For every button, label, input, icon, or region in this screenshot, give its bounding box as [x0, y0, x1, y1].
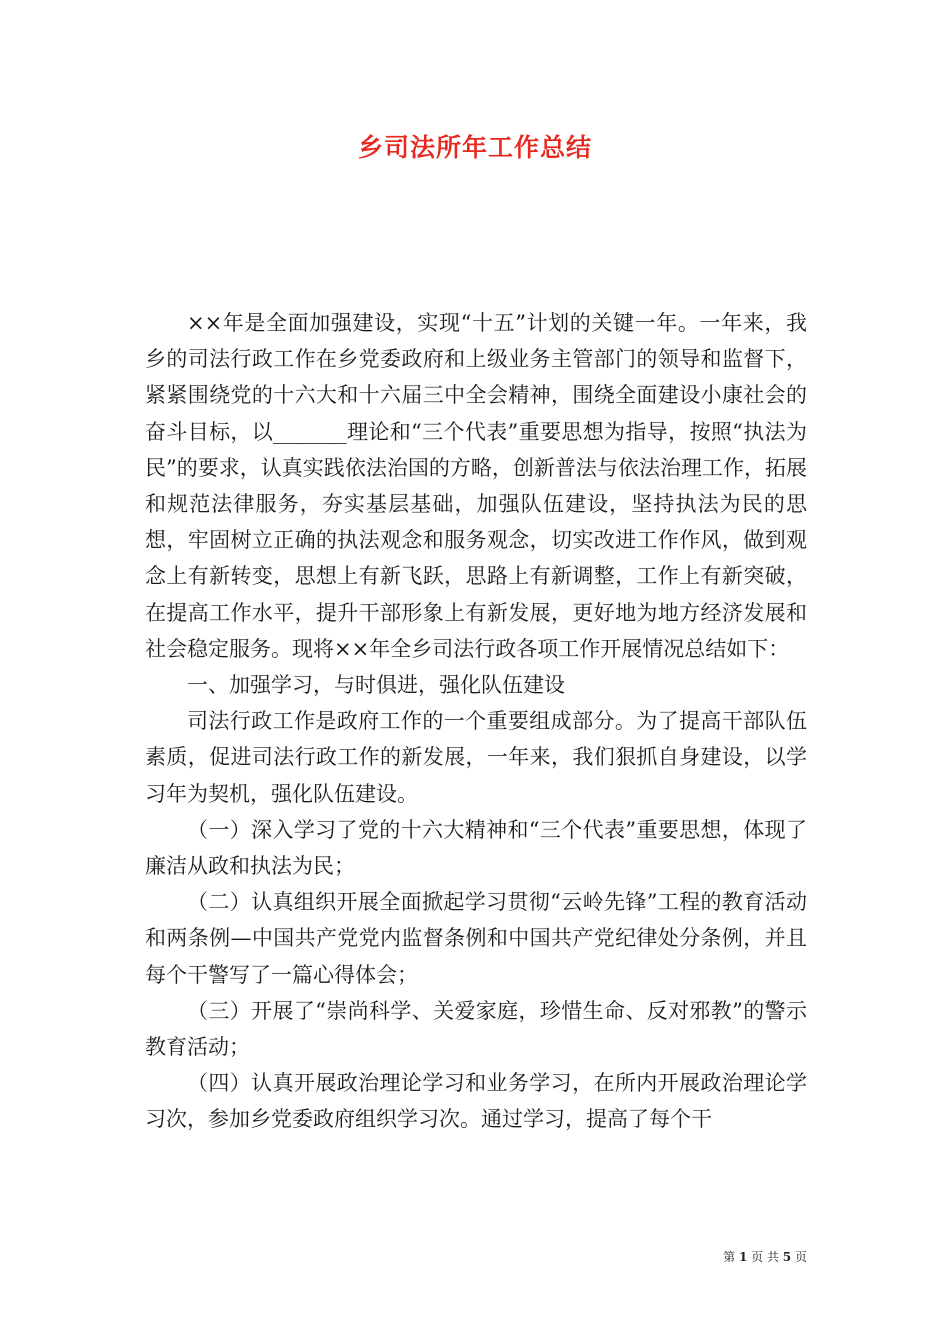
list-item-4: （四）认真开展政治理论学习和业务学习，在所内开展政治理论学习次，参加乡党委政府组织学习次。通过学习，提高了每个干	[145, 1071, 807, 1132]
section-heading-1: 一、加强学习，与时俱进，强化队伍建设	[187, 673, 565, 698]
footer-suffix: 页	[794, 1250, 807, 1264]
footer-total-pages: 5	[782, 1250, 792, 1264]
paragraph-intro: ××年是全面加强建设，实现“十五”计划的关键一年。一年来，我乡的司法行政工作在乡党委政府和上级业务主管部门的领导和监督下，紧紧围绕党的十六大和十六届三中全会精神，围绕全面建设小康社会的奋斗目标，以_______理论和“三个代表”重要思想为指导，按照“执法为民”的要求，认真实践依法治国的方略，创新普法与依法治理工作，拓展和规范法律服务，夯实基层基础，加强队伍建设，坚持执法为民的思想，牢固树立正确的执法观念和服务观念，切实改进工作作风，做到观念上有新转变，思想上有新飞跃，思路上有新调整，工作上有新突破，在提高工作水平，提升干部形象上有新发展，更好地为地方经济发展和社会稳定服务。现将××年全乡司法行政各项工作开展情况总结如下：	[145, 311, 807, 661]
footer-prefix: 第	[723, 1250, 736, 1264]
footer-middle: 页 共	[751, 1250, 779, 1264]
document-title: 乡司法所年工作总结	[357, 133, 592, 162]
footer-current-page: 1	[738, 1250, 748, 1264]
paragraph-section-1: 司法行政工作是政府工作的一个重要组成部分。为了提高干部队伍素质，促进司法行政工作的新发展，一年来，我们狠抓自身建设，以学习年为契机，强化队伍建设。	[145, 709, 807, 806]
page-number-footer	[723, 1248, 807, 1265]
document-body	[145, 305, 807, 1138]
list-item-2: （二）认真组织开展全面掀起学习贯彻“云岭先锋”工程的教育活动和两条例—中国共产党党内监督条例和中国共产党纪律处分条例，并且每个干警写了一篇心得体会；	[145, 890, 807, 987]
list-item-1: （一）深入学习了党的十六大精神和“三个代表”重要思想，体现了廉洁从政和执法为民；	[145, 817, 807, 879]
list-item-3: （三）开展了“崇尚科学、关爱家庭，珍惜生命、反对邪教”的警示教育活动；	[145, 998, 807, 1060]
